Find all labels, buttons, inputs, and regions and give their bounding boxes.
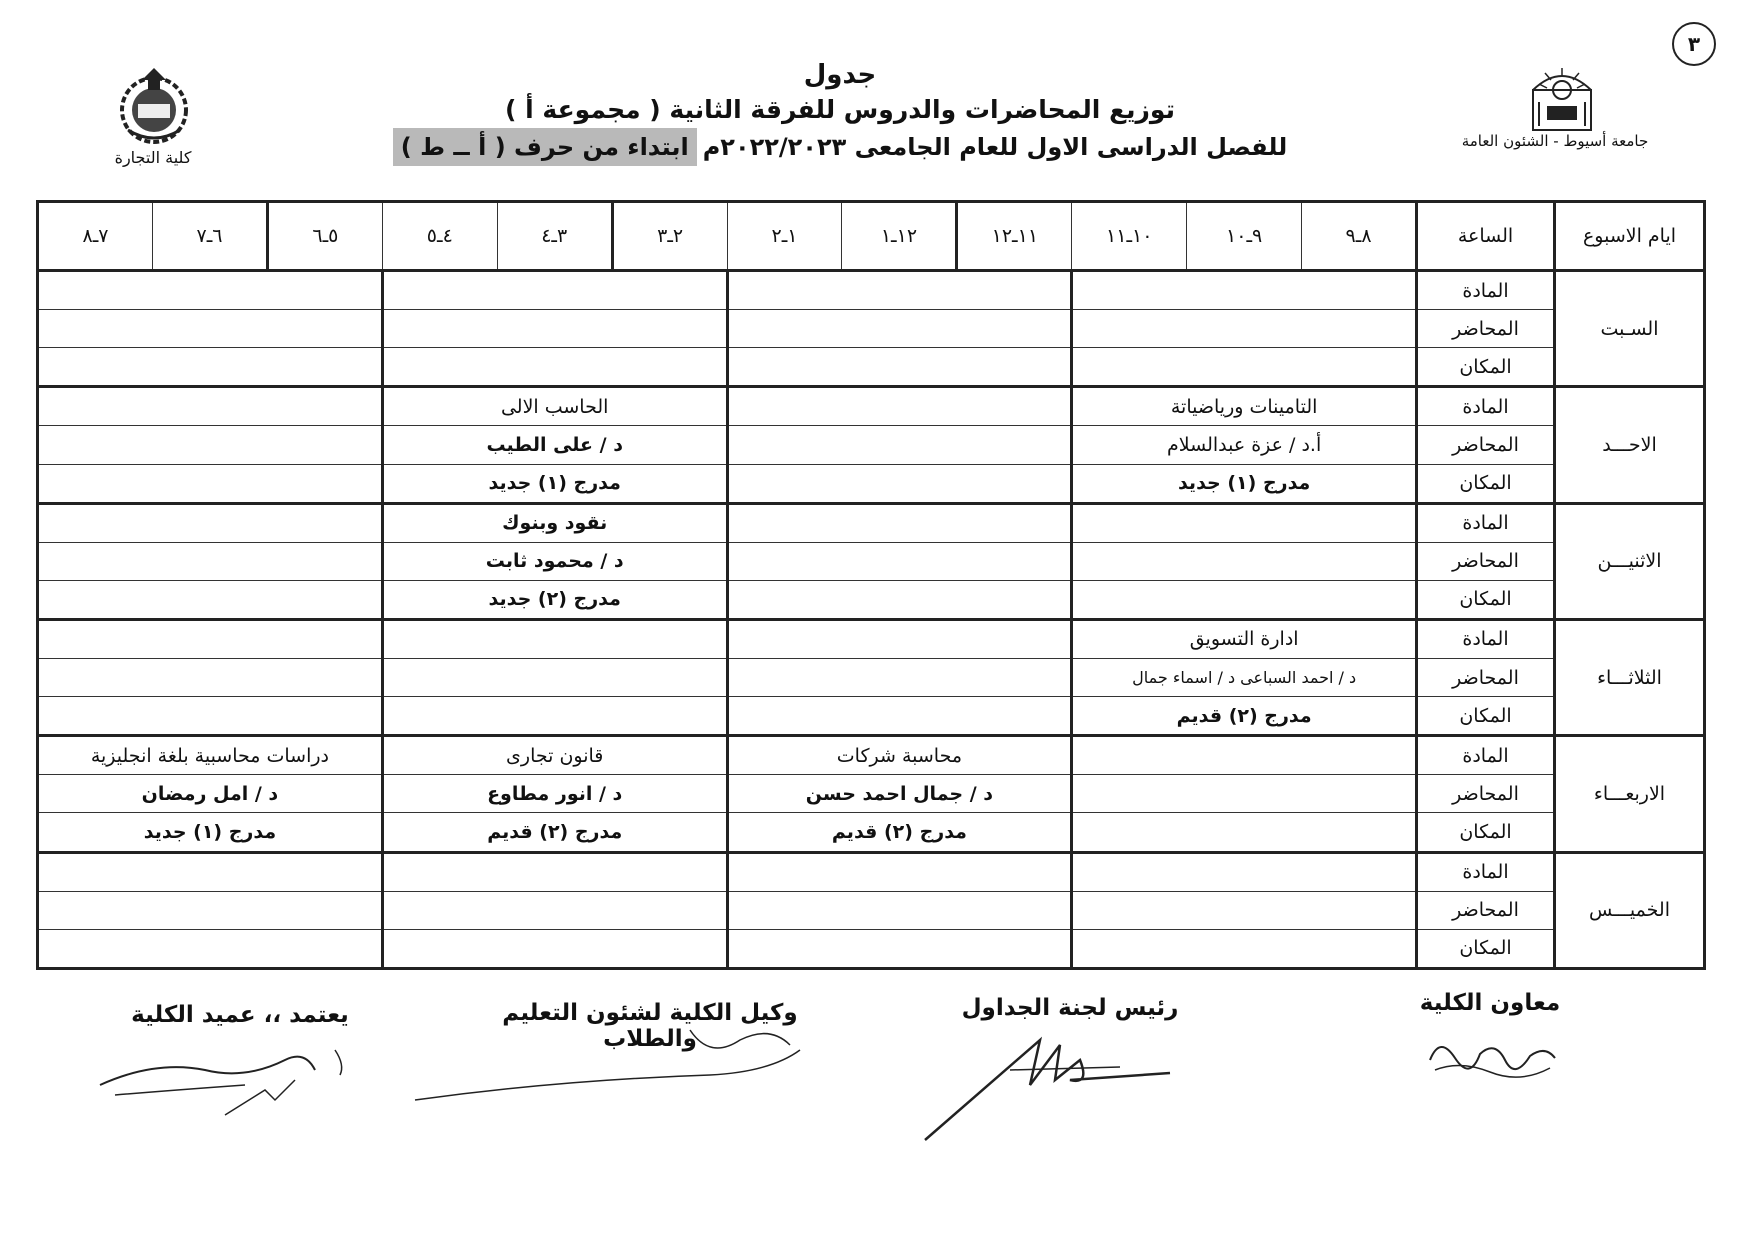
- label-lecturer: المحاضر: [1417, 542, 1555, 580]
- cell-place: مدرج (٢) قديم: [382, 813, 727, 852]
- cell-subject: قانون تجارى: [382, 736, 727, 775]
- cell-subject: [1072, 503, 1417, 542]
- day-sunday: الاحـــد: [1555, 387, 1705, 503]
- cell-place: مدرج (١) جديد: [38, 813, 383, 852]
- label-lecturer: المحاضر: [1417, 659, 1555, 697]
- label-subject: المادة: [1417, 503, 1555, 542]
- header-row: [38, 202, 1705, 271]
- cell-place: [38, 580, 383, 619]
- cell-lecturer: [727, 542, 1072, 580]
- cell-lecturer: [382, 659, 727, 697]
- cell-place: [727, 348, 1072, 387]
- label-subject: المادة: [1417, 852, 1555, 891]
- label-place: المكان: [1417, 929, 1555, 968]
- cell-lecturer: [727, 426, 1072, 464]
- cell-place: [1072, 813, 1417, 852]
- cell-lecturer: أ.د / عزة عبدالسلام: [1072, 426, 1417, 464]
- cell-lecturer: [382, 310, 727, 348]
- signature-title-vice: معاون الكلية: [1419, 990, 1561, 1016]
- slot-header: ٧ـ٨: [38, 202, 153, 271]
- label-subject: المادة: [1417, 619, 1555, 658]
- cell-place: [38, 929, 383, 968]
- cell-subject: [727, 271, 1072, 310]
- cell-place: [727, 464, 1072, 503]
- cell-place: [1072, 580, 1417, 619]
- table-row: [38, 891, 1705, 929]
- label-place: المكان: [1417, 348, 1555, 387]
- days-header: ايام الاسبوع: [1555, 202, 1705, 271]
- cell-lecturer: [727, 891, 1072, 929]
- signature-title-dean: يعتمد ،، عميد الكلية: [131, 1002, 349, 1028]
- signature-title-committee: رئيس لجنة الجداول: [961, 995, 1179, 1021]
- cell-subject: [727, 503, 1072, 542]
- committee-signature-icon: [920, 1025, 1180, 1145]
- cell-place: [382, 929, 727, 968]
- day-saturday: السـبت: [1555, 271, 1705, 387]
- table-row: [38, 659, 1705, 697]
- cell-place: [727, 697, 1072, 736]
- cell-lecturer: [1072, 891, 1417, 929]
- cell-subject: محاسبة شركات: [727, 736, 1072, 775]
- table-row: [38, 387, 1705, 426]
- table-row: [38, 852, 1705, 891]
- table-row: [38, 271, 1705, 310]
- cell-lecturer: [382, 891, 727, 929]
- cell-subject: [38, 619, 383, 658]
- schedule-table: [36, 200, 1706, 970]
- slot-header: ١١ـ١٢: [957, 202, 1072, 271]
- label-place: المكان: [1417, 813, 1555, 852]
- cell-lecturer: [727, 310, 1072, 348]
- cell-lecturer: [38, 891, 383, 929]
- label-place: المكان: [1417, 580, 1555, 619]
- cell-place: [38, 348, 383, 387]
- slot-header: ٣ـ٤: [497, 202, 612, 271]
- cell-subject: دراسات محاسبية بلغة انجليزية: [38, 736, 383, 775]
- cell-lecturer: د / انور مطاوع: [382, 775, 727, 813]
- page-number: ٣: [1672, 22, 1716, 66]
- hour-header: الساعة: [1417, 202, 1555, 271]
- cell-lecturer: د / محمود ثابت: [382, 542, 727, 580]
- table-row: [38, 813, 1705, 852]
- day-monday: الاثنيـــن: [1555, 503, 1705, 619]
- table-row: [38, 775, 1705, 813]
- cell-subject: [1072, 852, 1417, 891]
- cell-lecturer: [38, 310, 383, 348]
- cell-subject: [382, 619, 727, 658]
- slot-header: ١٠ـ١١: [1072, 202, 1187, 271]
- label-subject: المادة: [1417, 387, 1555, 426]
- day-thursday: الخميـــس: [1555, 852, 1705, 968]
- cell-subject: ادارة التسويق: [1072, 619, 1417, 658]
- label-lecturer: المحاضر: [1417, 775, 1555, 813]
- cell-place: [382, 697, 727, 736]
- cell-place: [1072, 929, 1417, 968]
- cell-subject: [1072, 271, 1417, 310]
- cell-lecturer: [38, 659, 383, 697]
- cell-place: مدرج (١) جديد: [1072, 464, 1417, 503]
- label-subject: المادة: [1417, 736, 1555, 775]
- college-logo-icon: [108, 66, 200, 146]
- table-row: [38, 736, 1705, 775]
- vice-dean-signature-icon: [1420, 1030, 1560, 1080]
- slot-header: ٢ـ٣: [612, 202, 727, 271]
- cell-place: مدرج (٢) قديم: [1072, 697, 1417, 736]
- page-title: جدول: [803, 60, 877, 90]
- cell-lecturer: [38, 426, 383, 464]
- table-row: [38, 929, 1705, 968]
- cell-place: [727, 929, 1072, 968]
- table-row: [38, 697, 1705, 736]
- education-signature-icon: [410, 1020, 810, 1110]
- cell-subject: [382, 271, 727, 310]
- cell-lecturer: [727, 659, 1072, 697]
- cell-subject: [38, 503, 383, 542]
- slot-header: ٤ـ٥: [382, 202, 497, 271]
- cell-place: [382, 348, 727, 387]
- cell-subject: [38, 271, 383, 310]
- cell-subject: [38, 387, 383, 426]
- university-name: جامعة أسيوط - الشئون العامة: [1461, 132, 1649, 150]
- table-row: [38, 464, 1705, 503]
- table-row: [38, 348, 1705, 387]
- cell-subject: التامينات ورياضياتة: [1072, 387, 1417, 426]
- cell-subject: [727, 387, 1072, 426]
- cell-subject: [727, 619, 1072, 658]
- cell-place: مدرج (٢) قديم: [727, 813, 1072, 852]
- cell-subject: الحاسب الالى: [382, 387, 727, 426]
- page-subtitle: توزيع المحاضرات والدروس للفرقة الثانية ( مجموعة أ ): [505, 95, 1175, 124]
- label-place: المكان: [1417, 464, 1555, 503]
- table-row: [38, 619, 1705, 658]
- cell-lecturer: د / امل رمضان: [38, 775, 383, 813]
- cell-place: [727, 580, 1072, 619]
- semester-text: للفصل الدراسى الاول للعام الجامعى ٢٠٢٢/٢٠٢٣م: [702, 133, 1288, 161]
- day-wednesday: الاربعـــاء: [1555, 736, 1705, 852]
- cell-place: [38, 464, 383, 503]
- label-lecturer: المحاضر: [1417, 426, 1555, 464]
- cell-subject: [727, 852, 1072, 891]
- signature-title-education: وكيل الكلية لشئون التعليم والطلاب: [502, 1000, 798, 1052]
- college-name: كلية التجارة: [114, 148, 192, 167]
- slot-header: ١ـ٢: [727, 202, 842, 271]
- cell-subject: [38, 852, 383, 891]
- slot-header: ١٢ـ١: [842, 202, 957, 271]
- day-tuesday: الثلاثـــاء: [1555, 619, 1705, 735]
- label-place: المكان: [1417, 697, 1555, 736]
- cell-lecturer: د / جمال احمد حسن: [727, 775, 1072, 813]
- letter-range: ابتداء من حرف ( أ ــ ط ): [393, 128, 697, 166]
- label-lecturer: المحاضر: [1417, 310, 1555, 348]
- cell-place: [1072, 348, 1417, 387]
- table-row: [38, 426, 1705, 464]
- slot-header: ٦ـ٧: [153, 202, 268, 271]
- label-lecturer: المحاضر: [1417, 891, 1555, 929]
- cell-place: [38, 697, 383, 736]
- cell-place: مدرج (٢) جديد: [382, 580, 727, 619]
- semester-line: [380, 128, 1300, 166]
- label-subject: المادة: [1417, 271, 1555, 310]
- slot-header: ٩ـ١٠: [1187, 202, 1302, 271]
- university-logo-icon: [1525, 62, 1599, 134]
- dean-signature-icon: [95, 1030, 365, 1120]
- cell-place: مدرج (١) جديد: [382, 464, 727, 503]
- table-row: [38, 580, 1705, 619]
- cell-subject: نقود وبنوك: [382, 503, 727, 542]
- cell-subject: [382, 852, 727, 891]
- cell-lecturer: [1072, 310, 1417, 348]
- title-block: [380, 58, 1300, 166]
- slot-header: ٨ـ٩: [1302, 202, 1417, 271]
- table-row: [38, 542, 1705, 580]
- cell-lecturer: د / احمد السباعى د / اسماء جمال: [1072, 659, 1417, 697]
- cell-subject: [1072, 736, 1417, 775]
- slot-header: ٥ـ٦: [267, 202, 382, 271]
- cell-lecturer: [1072, 775, 1417, 813]
- table-row: [38, 310, 1705, 348]
- cell-lecturer: [1072, 542, 1417, 580]
- table-row: [38, 503, 1705, 542]
- cell-lecturer: [38, 542, 383, 580]
- cell-lecturer: د / على الطيب: [382, 426, 727, 464]
